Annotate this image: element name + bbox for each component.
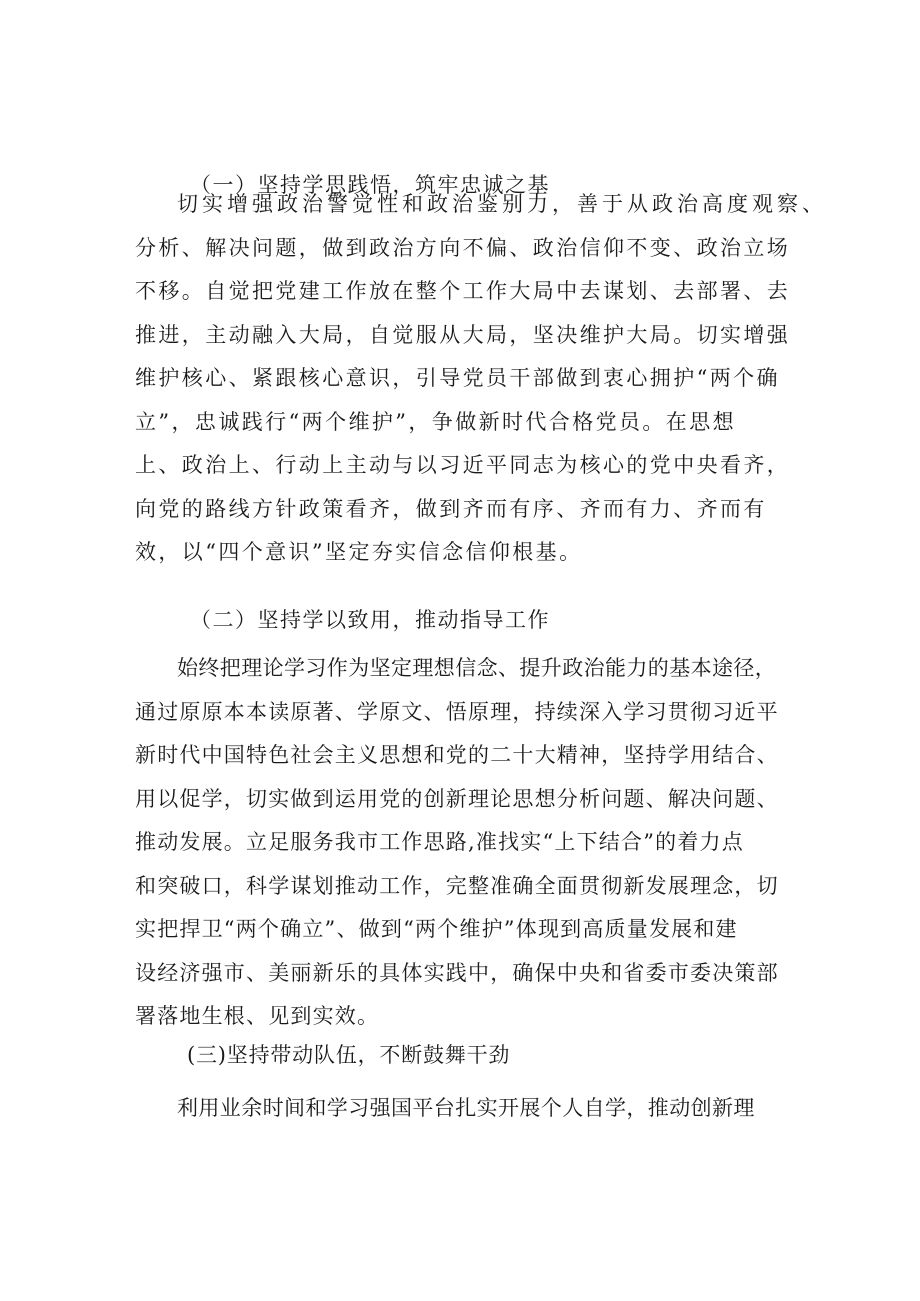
section-paragraph-3 (135, 1087, 755, 1131)
paragraph-line: 推动发展。立足服务我市工作思路,准找实“上下结合”的着力点 (135, 830, 744, 854)
paragraph-line: 推进，主动融入大局，自觉服从大局，坚决维护大局。切实增强 (135, 322, 791, 347)
section-paragraph-1 (135, 183, 827, 575)
paragraph-line: 利用业余时间和学习强国平台扎实开展个人自学，推动创新理 (177, 1096, 755, 1120)
paragraph-line: 向党的路线方针政策看齐，做到齐而有序、齐而有力、齐而有 (135, 496, 767, 521)
paragraph-line: 新时代中国特色社会主义思想和党的二十大精神，坚持学用结合、 (135, 743, 779, 767)
section-heading-3: (三)坚持带动队伍，不断鼓舞干劲 (187, 1043, 511, 1067)
paragraph-line: 上、政治上、行动上主动与以习近平同志为核心的党中央看齐， (135, 453, 791, 477)
paragraph-line: 署落地生根、见到实效。 (135, 1004, 380, 1028)
section-heading-2: （二）坚持学以致用，推动指导工作 (190, 608, 550, 632)
section-heading-1: （一）坚持学思践悟，筑牢忠诚之基 (190, 173, 550, 197)
paragraph-line: 实把捍卫“两个确立”、做到“两个维护”体现到高质量发展和建 (135, 917, 738, 941)
paragraph-line: 通过原原本本读原著、学原文、悟原理，持续深入学习贯彻习近平 (135, 699, 779, 724)
paragraph-line: 设经济强市、美丽新乐的具体实践中，确保中央和省委市委决策部 (135, 960, 779, 985)
paragraph-line: 分析、解决问题，做到政治方向不偏、政治信仰不变、政治立场 (135, 235, 791, 260)
paragraph-line: 始终把理论学习作为坚定理想信念、提升政治能力的基本途径， (177, 656, 777, 680)
section-paragraph-2 (135, 647, 779, 1039)
paragraph-line: 切实增强政治警觉性和政治鉴别力，善于从政治高度观察、 (177, 192, 827, 216)
paragraph-line: 和突破口，科学谋划推动工作，完整准确全面贯彻新发展理念，切 (135, 873, 779, 898)
paragraph-line: 不移。自觉把党建工作放在整个工作大局中去谋划、去部署、去 (135, 279, 791, 303)
paragraph-line: 效，以“四个意识”坚定夯实信念信仰根基。 (135, 540, 583, 564)
paragraph-line: 用以促学，切实做到运用党的创新理论思想分析问题、解决问题、 (135, 786, 779, 811)
paragraph-line: 维护核心、紧跟核心意识，引导党员干部做到衷心拥护“两个确 (135, 366, 780, 390)
paragraph-line: 立”，忠诚践行“两个维护”，争做新时代合格党员。在思想 (135, 409, 737, 434)
